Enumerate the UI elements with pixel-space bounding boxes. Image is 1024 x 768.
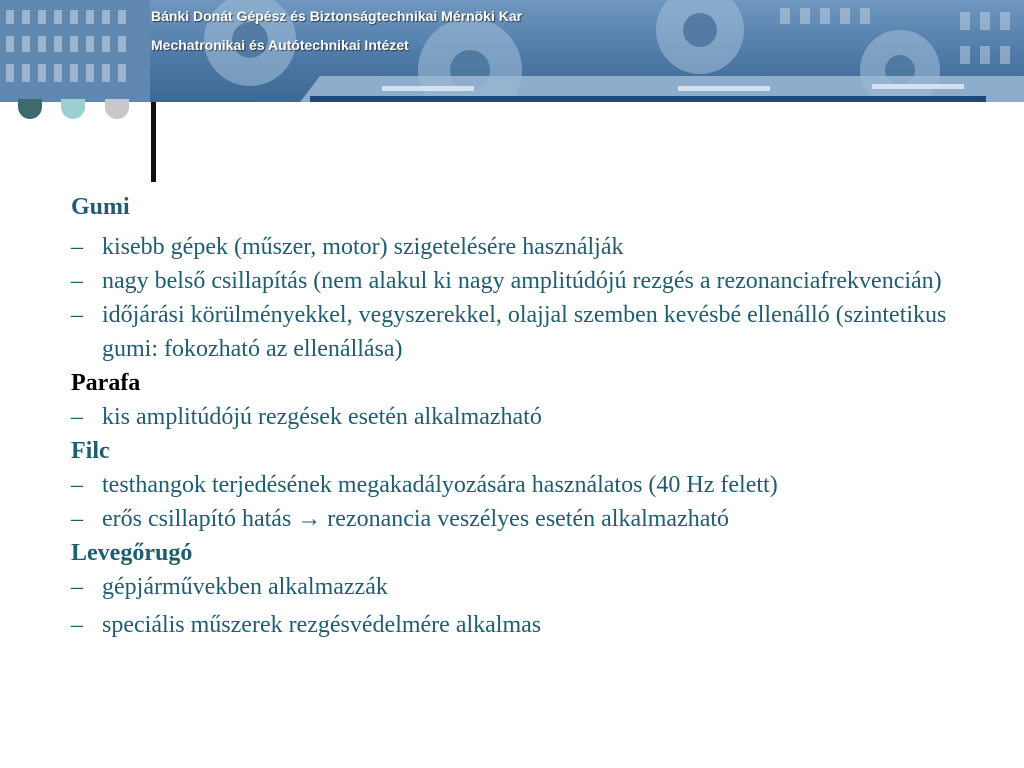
list-item — [71, 570, 971, 604]
section-heading-gumi: Gumi — [71, 194, 130, 220]
bullet-dash: – — [71, 302, 83, 328]
list-item-text: időjárási körülményekkel, vegyszerekkel, olajjal szemben kevésbé ellenálló (szintetikus gumi: fokozható az ellenállása) — [102, 302, 947, 362]
section-heading-filc: Filc — [71, 438, 110, 464]
institute-name: Mechatronikai és Autótechnikai Intézet — [151, 37, 409, 53]
list-item — [71, 230, 971, 264]
list-item-text: gépjárművekben alkalmazzák — [102, 574, 388, 600]
bullet-dash: – — [71, 574, 83, 600]
list-item-text: erős csillapító hatás → rezonancia veszélyes esetén alkalmazható — [102, 506, 730, 532]
slide-content — [71, 190, 971, 642]
banner-stripe — [310, 96, 986, 102]
list-item-text: speciális műszerek rezgésvédelmére alkalmas — [102, 612, 542, 638]
list-item — [71, 468, 782, 502]
bullet-dash: – — [71, 506, 83, 532]
bullet-dash: – — [71, 234, 83, 260]
bullet-dash: – — [71, 472, 83, 498]
decor-dot-gray — [105, 99, 129, 119]
list-item-text: testhangok terjedésének megakadályozására használatos (40 Hz felett) — [102, 472, 778, 498]
list-item — [71, 298, 971, 366]
bullet-dash: – — [71, 268, 83, 294]
decor-dot-dark — [18, 99, 42, 119]
decor-dot-light — [61, 99, 85, 119]
list-item — [71, 400, 971, 434]
section-heading-parafa: Parafa — [71, 370, 141, 396]
list-item — [71, 502, 971, 536]
list-item — [71, 264, 971, 298]
list-item-text: nagy belső csillapítás (nem alakul ki nagy amplitúdójú rezgés a rezonanciafrekvencián) — [102, 268, 942, 294]
header-banner — [0, 0, 1024, 102]
section-heading-levegorugo: Levegőrugó — [71, 540, 193, 566]
institution-name: Bánki Donát Gépész és Biztonságtechnikai Mérnöki Kar — [151, 8, 523, 24]
list-item — [71, 608, 971, 642]
bullet-dash: – — [71, 612, 83, 638]
list-item-text: kis amplitúdójú rezgések esetén alkalmazható — [102, 404, 542, 430]
list-item-text: kisebb gépek (műszer, motor) szigetelésére használják — [102, 234, 624, 260]
decor-vertical-bar — [151, 102, 156, 182]
bullet-dash: – — [71, 404, 83, 430]
